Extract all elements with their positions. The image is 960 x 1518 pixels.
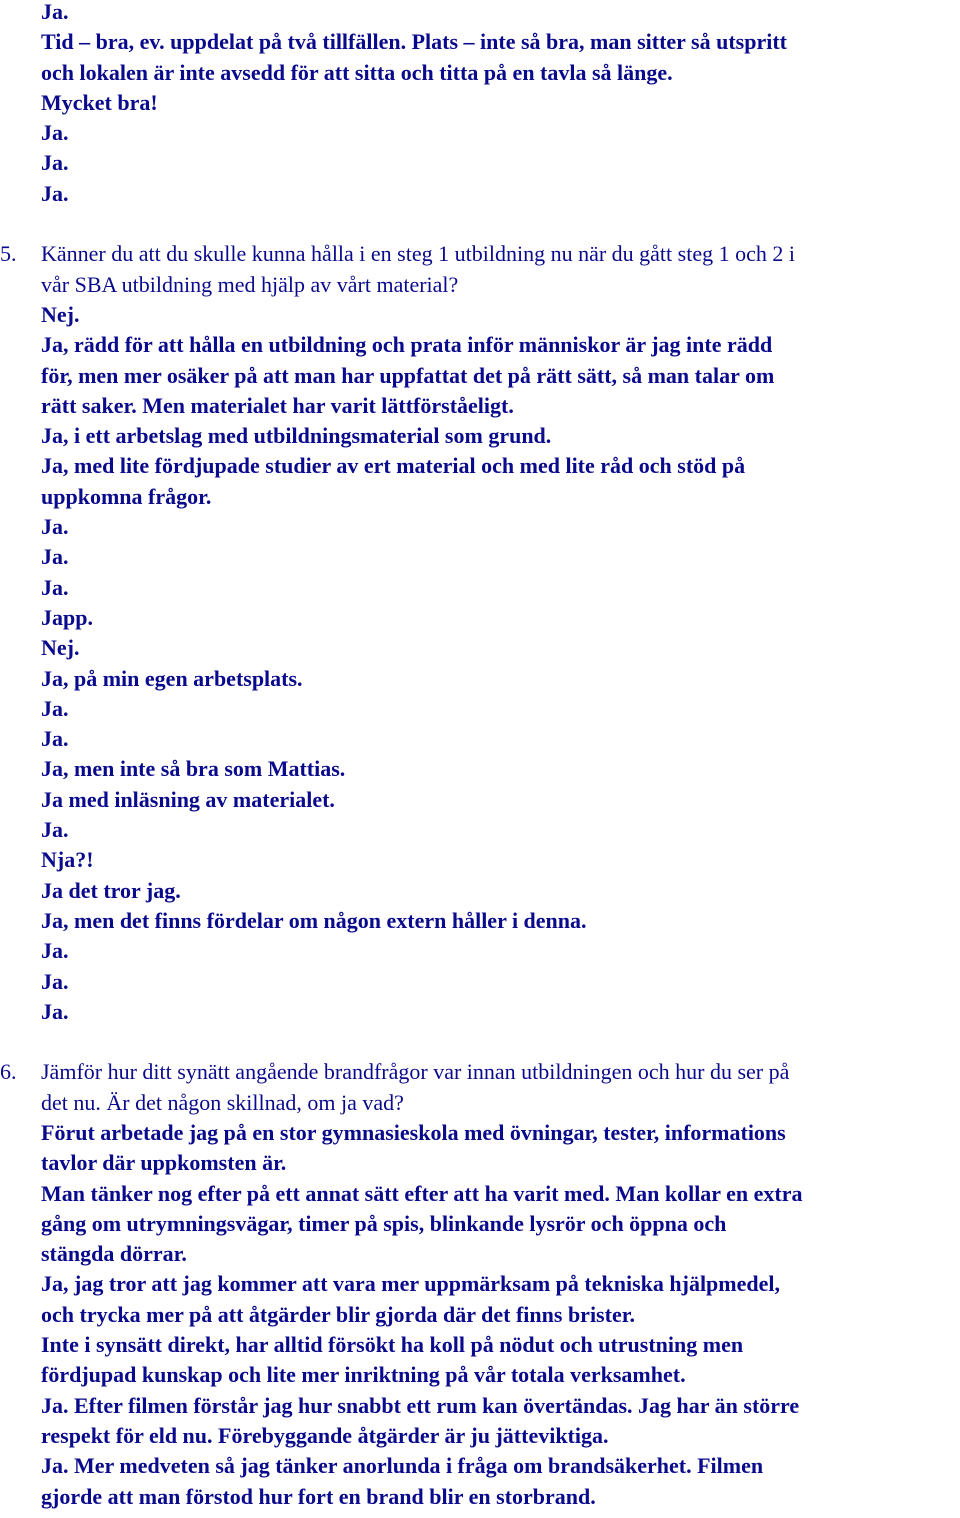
answer-line: Nej.: [41, 301, 80, 327]
answer-line: Ja, i ett arbetslag med utbildningsmaterial som grund.: [41, 423, 552, 449]
answer-line: Ja det tror jag.: [41, 877, 181, 903]
answer-line: Ja.: [41, 544, 69, 570]
answer-line: Ja.: [41, 968, 69, 994]
spacer: [0, 1027, 960, 1057]
answer-line: rätt saker. Men materialet har varit lättförståeligt.: [41, 392, 514, 418]
answer-line: Ja med inläsning av materialet.: [41, 786, 335, 812]
answer-line: Ja, med lite fördjupade studier av ert material och med lite råd och stöd på: [41, 453, 746, 479]
answer-line: Mycket bra!: [41, 89, 158, 115]
answer-line: stängda dörrar.: [41, 1241, 187, 1267]
answer-line: respekt för eld nu. Förebyggande åtgärder är ju jätteviktiga.: [41, 1422, 609, 1448]
spacer: [0, 209, 960, 239]
answer-line: Ja, på min egen arbetsplats.: [41, 665, 303, 691]
answer-line: uppkomna frågor.: [41, 483, 212, 509]
answer-line: Ja.: [41, 120, 69, 146]
answer-line: Ja.: [41, 695, 69, 721]
answer-line: Man tänker nog efter på ett annat sätt efter att ha varit med. Man kollar en extra: [41, 1180, 803, 1206]
answer-line: Ja. Mer medveten så jag tänker anorlunda i fråga om brandsäkerhet. Filmen: [41, 1453, 764, 1479]
answer-line: Ja.: [41, 938, 69, 964]
answer-line: Ja.: [41, 0, 69, 24]
answer-line: Ja, rädd för att hålla en utbildning och prata inför människor är jag inte rädd: [41, 332, 773, 358]
question-text-line: vår SBA utbildning med hjälp av vårt material?: [41, 271, 459, 297]
answer-line: Ja.: [41, 574, 69, 600]
question-text-line: Jämför hur ditt synätt angående brandfrågor var innan utbildningen och hur du ser på: [41, 1059, 790, 1085]
answer-line: Ja.: [41, 726, 69, 752]
answer-line: Ja, men det finns fördelar om någon extern håller i denna.: [41, 907, 587, 933]
answer-line: Ja.: [41, 998, 69, 1024]
answer-line: Ja.: [41, 150, 69, 176]
answer-line: Nja?!: [41, 847, 94, 873]
question-number: 6.: [0, 1059, 17, 1085]
question-number: 5.: [0, 241, 17, 267]
answer-line: Ja.: [41, 514, 69, 540]
question-6: [0, 1057, 960, 1118]
answer-line: Ja.: [41, 817, 69, 843]
question-5: [0, 239, 960, 300]
answer-line: gjorde att man förstod hur fort en brand blir en storbrand.: [41, 1483, 596, 1509]
answer-line: och lokalen är inte avsedd för att sitta och titta på en tavla så länge.: [41, 59, 673, 85]
answer-line: Tid – bra, ev. uppdelat på två tillfällen. Plats – inte så bra, man sitter så utspritt: [41, 29, 788, 55]
answer-line: fördjupad kunskap och lite mer inriktning på vår totala verksamhet.: [41, 1362, 686, 1388]
answer-line: Ja. Efter filmen förstår jag hur snabbt ett rum kan övertändas. Jag har än större: [41, 1392, 800, 1418]
answer-line: Japp.: [41, 604, 93, 630]
answer-line: för, men mer osäker på att man har uppfattat det på rätt sätt, så man talar om: [41, 362, 775, 388]
answer-line: Ja.: [41, 180, 69, 206]
answer-line: och trycka mer på att åtgärder blir gjorda där det finns brister.: [41, 1301, 635, 1327]
question-text-line: det nu. Är det någon skillnad, om ja vad?: [41, 1089, 404, 1115]
answer-line: Inte i synsätt direkt, har alltid försökt ha koll på nödut och utrustning men: [41, 1332, 744, 1358]
answers-block-2: [0, 300, 960, 1027]
answer-line: gång om utrymningsvägar, timer på spis, blinkande lysrör och öppna och: [41, 1210, 727, 1236]
answers-block-3: [0, 1118, 960, 1512]
answers-block-1: [0, 0, 960, 209]
question-text-line: Känner du att du skulle kunna hålla i en steg 1 utbildning nu när du gått steg 1 och 2 i: [41, 241, 795, 267]
answer-line: Nej.: [41, 635, 80, 661]
answer-line: Ja, men inte så bra som Mattias.: [41, 756, 346, 782]
answer-line: tavlor där uppkomsten är.: [41, 1150, 287, 1176]
answer-line: Förut arbetade jag på en stor gymnasieskola med övningar, tester, informations: [41, 1119, 786, 1145]
answer-line: Ja, jag tror att jag kommer att vara mer uppmärksam på tekniska hjälpmedel,: [41, 1271, 780, 1297]
